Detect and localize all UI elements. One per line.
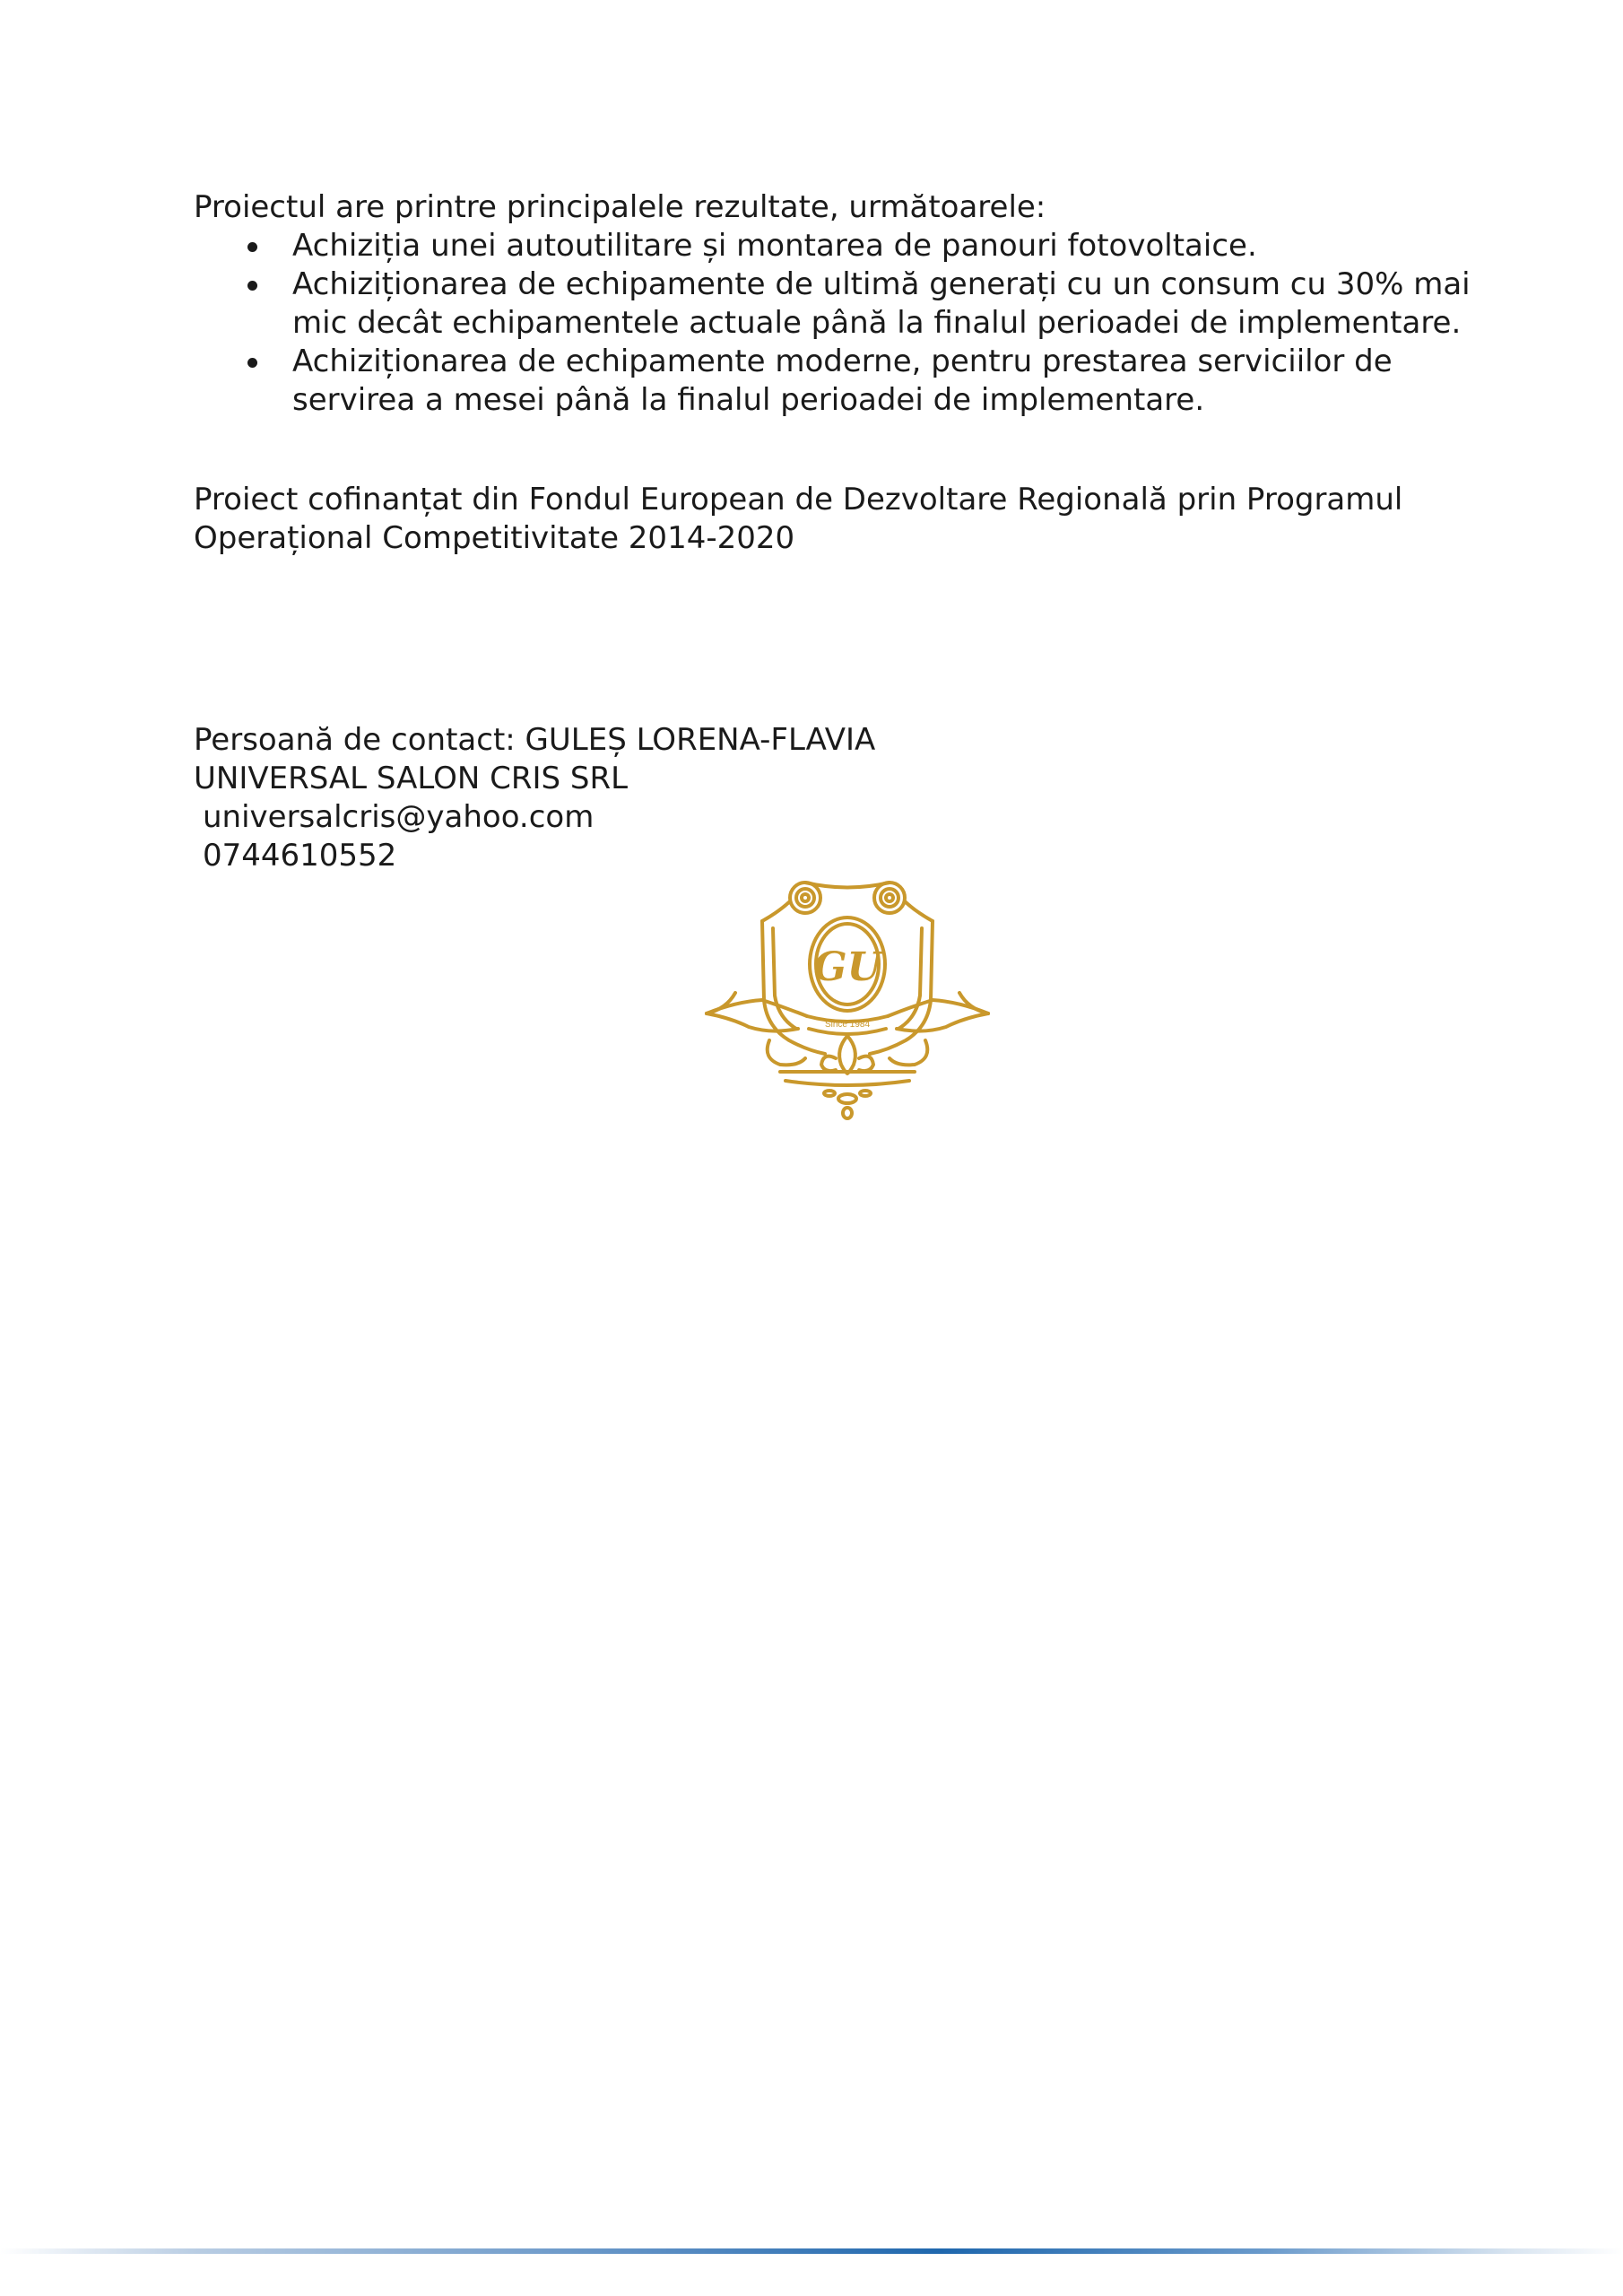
results-list-item: Achiziționarea de echipamente de ultimă generați cu un consum cu 30% mai mic decât echipamentele actuale până la finalul perioadei de implementare. <box>292 265 1512 343</box>
funding-line-1: Proiect cofinanțat din Fondul European de Dezvoltare Regională prin Programul <box>194 482 1403 517</box>
results-section <box>194 188 1512 420</box>
company-logo <box>699 874 995 1126</box>
logo-since: Since 1984 <box>824 1020 871 1030</box>
contact-section <box>194 721 1512 875</box>
results-list-item: Achiziția unei autoutilitare și montarea de panouri fotovoltaice. <box>292 227 1512 265</box>
funding-line-2: Operațional Competitivitate 2014-2020 <box>194 520 795 556</box>
contact-company: UNIVERSAL SALON CRIS SRL <box>194 761 629 796</box>
footer-divider <box>0 2248 1623 2254</box>
results-intro: Proiectul are printre principalele rezultate, următoarele: <box>194 189 1046 225</box>
results-list <box>194 227 1512 420</box>
funding-statement <box>194 481 1512 558</box>
contact-phone: 0744610552 <box>203 838 397 874</box>
contact-email: universalcris@yahoo.com <box>203 799 595 835</box>
crest-logo-icon <box>699 874 995 1126</box>
results-list-item: Achiziționarea de echipamente moderne, pentru prestarea serviciilor de servirea a mesei până la finalul perioadei de implementare. <box>292 343 1512 420</box>
logo-monogram: GU <box>813 944 881 990</box>
contact-person: Persoană de contact: GULEȘ LORENA-FLAVIA <box>194 722 876 758</box>
